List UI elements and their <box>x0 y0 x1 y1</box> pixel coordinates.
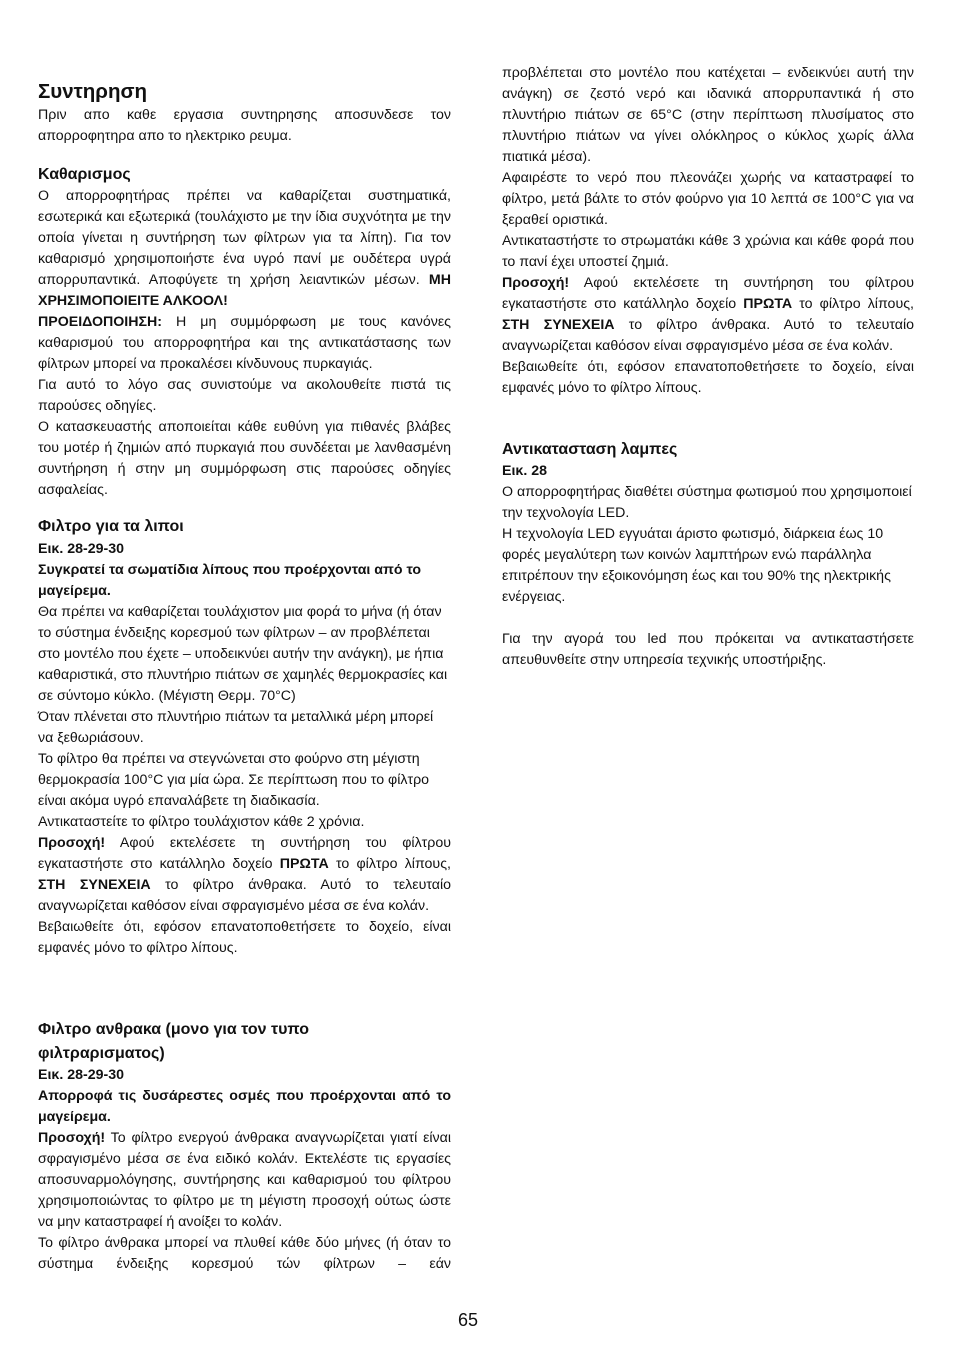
carbon-filter-paragraph: Βεβαιωθείτε ότι, εφόσον επανατοποθετήσετε το δοχείο, είναι εμφανές μόνο το φίλτρο λίπους. <box>502 359 914 396</box>
carbon-filter-paragraph: Το φίλτρο άνθρακα μπορεί να πλυθεί κάθε δύο μήνες (ή όταν το σύστημα ένδειξης κορεσμού τών φίλτρων – εάν <box>38 1235 451 1272</box>
grease-filter-heading: Φιλτρο για τα λιποι <box>38 518 184 535</box>
cleaning-advice: Για αυτό το λόγο σας συνιστούμε να ακολουθείτε πιστά τις παρούσες οδηγίες. <box>38 377 451 414</box>
spacer <box>502 608 914 629</box>
figure-ref: Εικ. 28-29-30 <box>38 541 124 557</box>
lamps-paragraph: Ο απορροφητήρας διαθέτει σύστημα φωτισμού που χρησιμοποιεί την τεχνολογία LED. <box>502 484 912 521</box>
grease-filter-paragraph: Βεβαιωθείτε ότι, εφόσον επανατοποθετήσετε το δοχείο, είναι εμφανές μόνο το φίλτρο λίπους. <box>38 919 451 956</box>
cleaning-heading: Καθαρισμος <box>38 166 131 183</box>
manufacturer-disclaimer: Ο κατασκευαστής αποποιείται κάθε ευθύνη για πιθανές βλάβες του μοτέρ ή ζημιών από πυρκαγιά που συνδέεται με λανθασμένη συντήρηση ή στην μη συμμόρφωση στις παρούσες οδηγίες ασφαλείας. <box>38 419 451 498</box>
caution-label: Προσοχή! <box>38 1130 106 1146</box>
carbon-filter-paragraph: προβλέπεται στο μοντέλο που κατέχεται – ενδεικνύει αυτή την ανάγκη) σε ζεστό νερό και ιδανικά απορρυπαντικά ή στο πλυντήριο πιάτων σε 65°C (στην περίπτωση πλυσίματος στο πλυντήριο πιάτων να γίνει ολόκληρος ο κύκλος χωρίς άλλα πιατικά μέσα). <box>502 65 914 165</box>
caution-paragraph: Προσοχή! Αφού εκτελέσετε τη συντήρηση του φίλτρου εγκαταστήστε στο κατάλληλο δοχείο ΠΡΩΤΑ το φίλτρο λίπους, ΣΤΗ ΣΥΝΕΧΕΙΑ το φίλτρο άνθρακα. Αυτό το τελευταίο αναγνωρίζεται καθόσον είναι σφραγισμένο μέσα σε ένα κολάν. <box>38 835 451 914</box>
figure-ref: Εικ. 28 <box>502 463 547 479</box>
section-title: Συντηρηση <box>38 80 148 103</box>
page-number: 65 <box>458 1310 479 1330</box>
carbon-filter-subtitle: Απορροφά τις δυσάρεστες οσμές που προέρχονται από το μαγείρεμα. <box>38 1088 451 1125</box>
grease-filter-paragraph: Το φίλτρο θα πρέπει να στεγνώνεται στο φούρνο στη μέγιστη θερμοκρασία 100°C για μία ώρα. Σε περίπτωση που το φίλτρο είναι ακόμα υγρό επαναλάβετε τη διαδικασία. <box>38 751 430 809</box>
grease-filter-paragraph: Θα πρέπει να καθαρίζεται τουλάχιστον μια φορά το μήνα (ή όταν το σύστημα ένδειξης κορεσμού των φίλτρων – αν προβλέπεται στο μοντέλο που έχετε – υποδεικνύει αυτήν την ανάγκη), με ήπια καθαριστικά, στο πλυντήριο πιάτων σε χαμηλές θερμοκρασίες και σε σύντομο κύκλο. (Μέγιστη Θερμ. 70°C) <box>38 604 448 704</box>
grease-filter-subtitle: Συγκρατεί τα σωματίδια λίπους που προέρχονται από το μαγείρεμα. <box>38 562 422 599</box>
figure-ref: Εικ. 28-29-30 <box>38 1067 124 1083</box>
carbon-filter-paragraph: Αντικαταστήστε το στρωματάκι κάθε 3 χρώνια και κάθε φορά που το πανί έχει υποστεί ζημιά. <box>502 233 914 270</box>
no-alcohol-notice: ΜΗ ΧΡΗΣΙΜΟΠΟΙΕΙΤΕ ΑΛΚΟΟΛ! <box>38 272 451 309</box>
grease-filter-paragraph: Αντικαταστείτε το φίλτρο τουλάχιστον κάθε 2 χρόνια. <box>38 814 365 830</box>
warning-paragraph: ΠΡΟΕΙΔΟΠΟΙΗΣΗ: Η μη συμμόρφωση με τους κανόνες καθαρισμού του απορροφητήρα και της αντικατάστασης των φίλτρων μπορεί να προκαλέσει κίνδυνους πυρκαγιάς. <box>38 314 451 372</box>
lamps-block <box>502 461 914 671</box>
grease-filter-paragraph: Όταν πλένεται στο πλυντήριο πιάτων τα μεταλλικά μέρη μπορεί να ξεθωριάσουν. <box>38 709 434 746</box>
intro-text: Πριν απο καθε εργασια συντηρησης αποσυνδεσε τον απορροφητηρα απο το ηλεκτρικο ρευμα. <box>38 107 451 144</box>
grease-filter-block <box>38 539 451 959</box>
caution-paragraph: Προσοχή! Αφού εκτελέσετε τη συντήρηση του φίλτρου εγκαταστήστε στο κατάλληλο δοχείο ΠΡΩΤΑ το φίλτρο λίπους, ΣΤΗ ΣΥΝΕΧΕΙΑ το φίλτρο άνθρακα. Αυτό το τελευταίο αναγνωρίζεται καθόσον είναι σφραγισμένο μέσα σε ένα κολάν. <box>502 275 914 354</box>
lamps-paragraph: Η τεχνολογία LED εγγυάται άριστο φωτισμό, διάρκεια έως 10 φορές μεγαλύτερη των κοινών λαμπτήρων ενώ παράλληλα επιτρέπουν την εξοικονόμηση έως και του 90% της ηλεκτρικής ενέργειας. <box>502 526 891 605</box>
caution-label: Προσοχή! <box>38 835 106 851</box>
warning-label: ΠΡΟΕΙΔΟΠΟΙΗΣΗ: <box>38 314 162 330</box>
carbon-filter-heading: Φιλτρο ανθρακα (μονο για τον τυπο φιλτραρισματος) <box>38 1021 309 1062</box>
lamps-heading: Αντικατασταση λαμπες <box>502 441 678 458</box>
carbon-filter-block <box>38 1065 451 1275</box>
caution-label: Προσοχή! <box>502 275 570 291</box>
cleaning-paragraph: Ο απορροφητήρας πρέπει να καθαρίζεται συστηματικά, εσωτερικά και εξωτερικά (τουλάχιστο με την ίδια συχνότητα με την οποία γίνεται η συντήρηση των φίλτρων για τα λίπη). Για τον καθαρισμό χρησιμοποιήστε ένα υγρό πανί με ουδέτερα υγρά απορρυπαντικά. Αποφύγετε τη χρήση λειαντικών μέσων. ΜΗ ΧΡΗΣΙΜΟΠΟΙΕΙΤΕ ΑΛΚΟΟΛ! <box>38 188 451 309</box>
carbon-filter-paragraph: Αφαιρέστε το νερό που πλεονάζει χωρής να καταστραφεί το φίλτρο, μετά βάλτε το στόν φούρνο για 10 λεπτά σε 100°C για να ξεραθεί οριστικά. <box>502 170 914 228</box>
cleaning-block <box>38 186 451 501</box>
caution-paragraph: Προσοχή! Το φίλτρο ενεργού άνθρακα αναγνωρίζεται γιατί είναι σφραγισμένο μέσα σε ένα ειδικό κολάν. Εκτελέστε τις εργασίες αποσυναρμολόγησης, συντήρησης και καθαρισμού του φίλτρου χρησιμοποιώντας το φίλτρο με τη μέγιστη προσοχή ούτως ώστε να μην καταστραφεί ή ανοίξει το κολάν. <box>38 1130 452 1230</box>
carbon-filter-continued <box>502 63 914 399</box>
lamps-paragraph: Για την αγορά του led που πρόκειται να αντικαταστήσετε απευθυνθείτε στην υπηρεσία τεχνικής υποστήριξης. <box>502 631 914 668</box>
